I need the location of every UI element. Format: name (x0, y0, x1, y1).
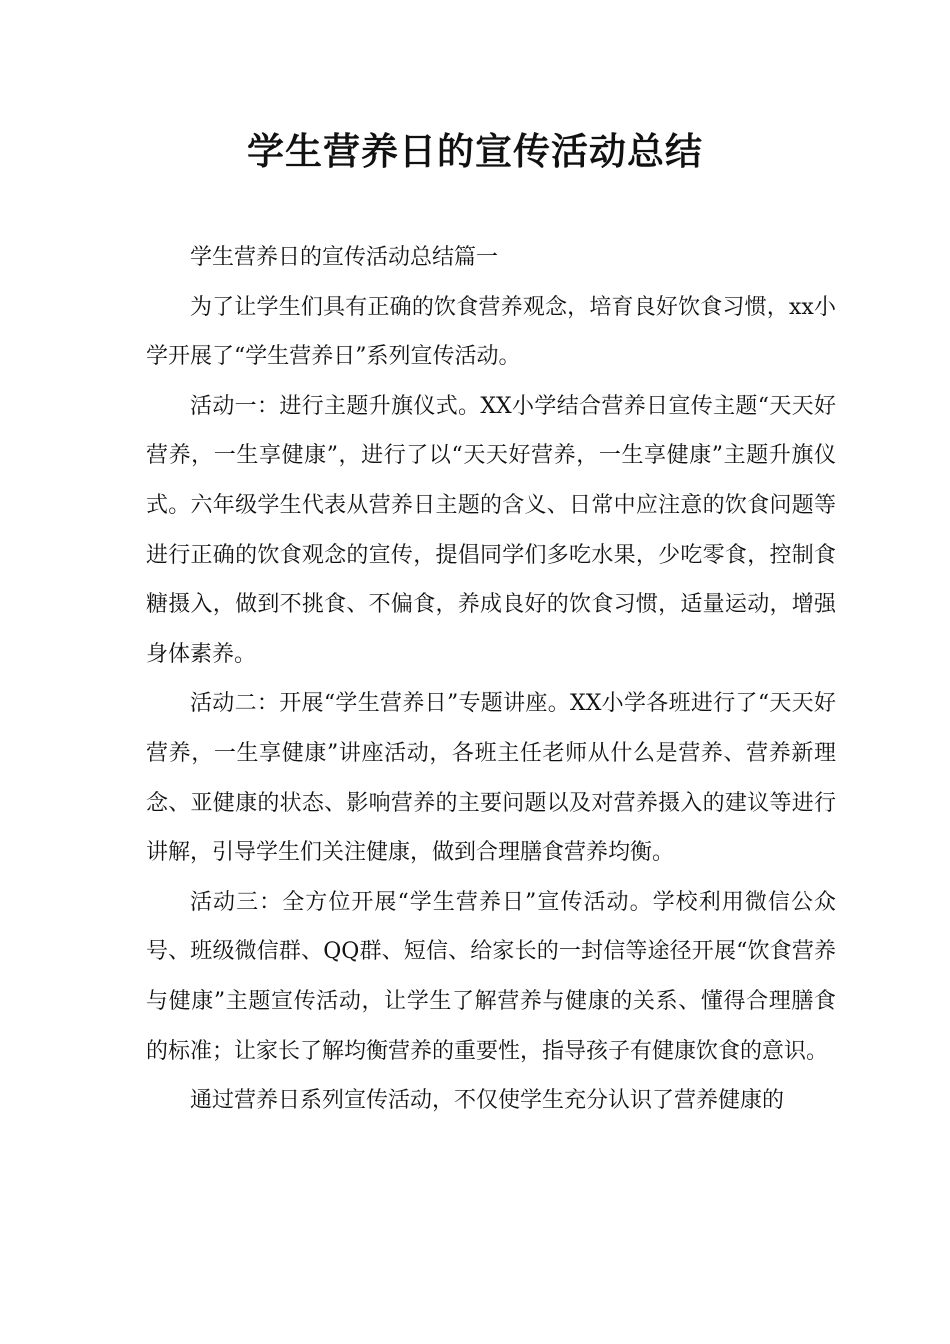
document-body (146, 233, 836, 1126)
document-title: 学生营养日的宣传活动总结 (247, 130, 703, 173)
paragraph-conclusion: 通过营养日系列宣传活动，不仅使学生充分认识了营养健康的 (190, 1088, 785, 1114)
paragraph-activity-two: 活动二：开展“学生营养日”专题讲座。XX小学各班进行了“天天好营养，一生享健康”讲座活动，各班主任老师从什么是营养、营养新理念、亚健康的状态、影响营养的主要问题以及对营养摄入的建议等进行讲解，引导学生们关注健康，做到合理膳食营养均衡。 (146, 691, 836, 866)
section-heading: 学生营养日的宣传活动总结篇一 (190, 245, 499, 270)
paragraph-intro: 为了让学生们具有正确的饮食营养观念，培育良好饮食习惯，xx小学开展了“学生营养日”系列宣传活动。 (146, 294, 836, 370)
paragraph-activity-one: 活动一：进行主题升旗仪式。XX小学结合营养日宣传主题“天天好营养，一生享健康”，进行了以“天天好营养，一生享健康”主题升旗仪式。六年级学生代表从营养日主题的含义、日常中应注意的饮食问题等进行正确的饮食观念的宣传，提倡同学们多吃水果，少吃零食，控制食糖摄入，做到不挑食、不偏食，养成良好的饮食习惯，适量运动，增强身体素养。 (146, 393, 836, 667)
paragraph-activity-three: 活动三：全方位开展“学生营养日”宣传活动。学校利用微信公众号、班级微信群、QQ群、短信、给家长的一封信等途径开展“饮食营养与健康”主题宣传活动，让学生了解营养与健康的关系、懂得合理膳食的标准；让家长了解均衡营养的重要性，指导孩子有健康饮食的意识。 (146, 889, 836, 1064)
